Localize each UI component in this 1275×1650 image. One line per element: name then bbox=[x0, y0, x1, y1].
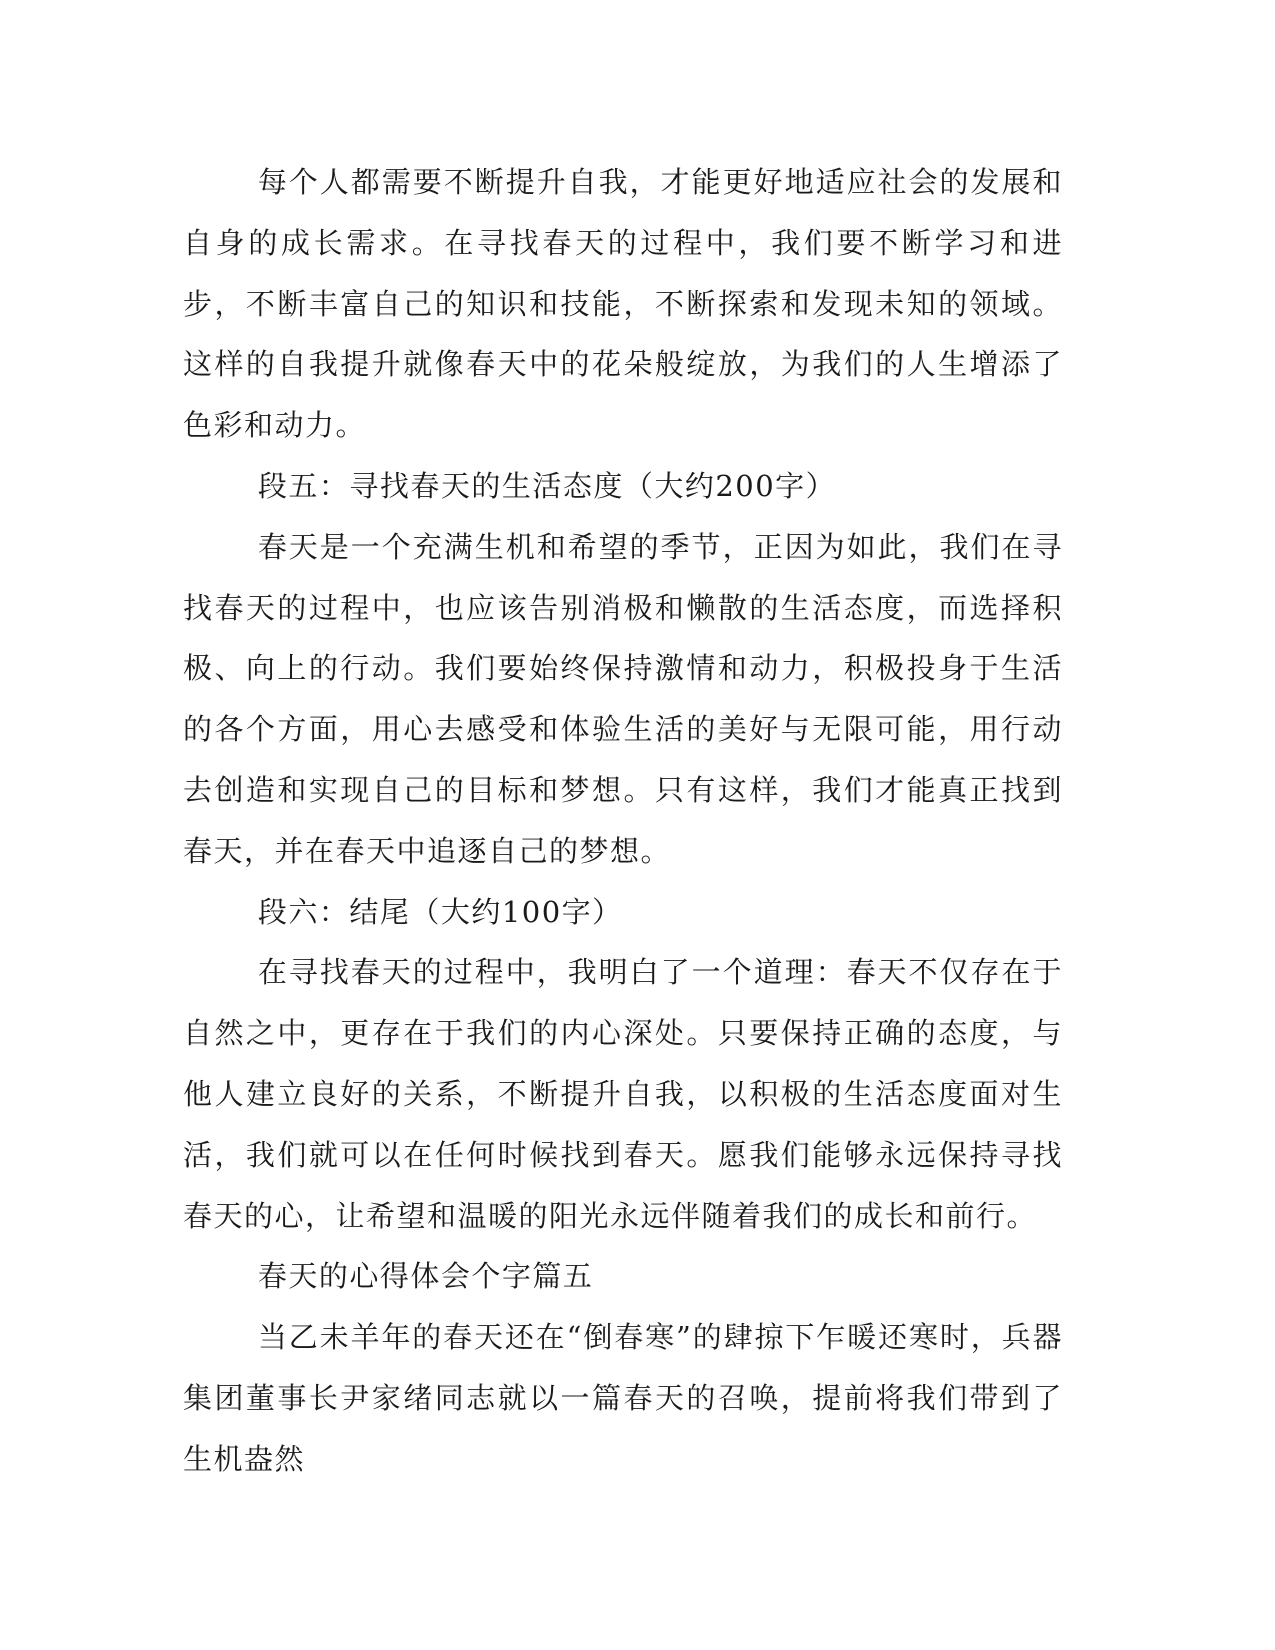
paragraph-essay-start: 当乙未羊年的春天还在“倒春寒”的肆掠下乍暖还寒时，兵器集团董事长尹家绪同志就以一篇春天的召唤，提前将我们带到了生机盎然 bbox=[183, 1320, 1063, 1476]
section-heading-5: 段五：寻找春天的生活态度（大约200字） bbox=[257, 468, 837, 503]
essay-title: 春天的心得体会个字篇五 bbox=[257, 1259, 594, 1294]
paragraph-life-attitude: 春天是一个充满生机和希望的季节，正因为如此，我们在寻找春天的过程中，也应该告别消极和懒散的生活态度，而选择积极、向上的行动。我们要始终保持激情和动力，积极投身于生活的各个方面，用心去感受和体验生活的美好与无限可能，用行动去创造和实现自己的目标和梦想。只有这样，我们才能真正找到春天，并在春天中追逐自己的梦想。 bbox=[183, 529, 1063, 868]
paragraph-self-improvement: 每个人都需要不断提升自我，才能更好地适应社会的发展和自身的成长需求。在寻找春天的过程中，我们要不断学习和进步，不断丰富自己的知识和技能，不断探索和发现未知的领域。这样的自我提升就像春天中的花朵般绽放，为我们的人生增添了色彩和动力。 bbox=[183, 165, 1063, 443]
paragraph-conclusion: 在寻找春天的过程中，我明白了一个道理：春天不仅存在于自然之中，更存在于我们的内心深处。只要保持正确的态度，与他人建立良好的关系，不断提升自我，以积极的生活态度面对生活，我们就可以在任何时候找到春天。愿我们能够永远保持寻找春天的心，让希望和温暖的阳光永远伴随着我们的成长和前行。 bbox=[183, 955, 1063, 1233]
section-heading-6: 段六：结尾（大约100字） bbox=[257, 894, 623, 929]
document-page bbox=[183, 152, 1063, 1490]
